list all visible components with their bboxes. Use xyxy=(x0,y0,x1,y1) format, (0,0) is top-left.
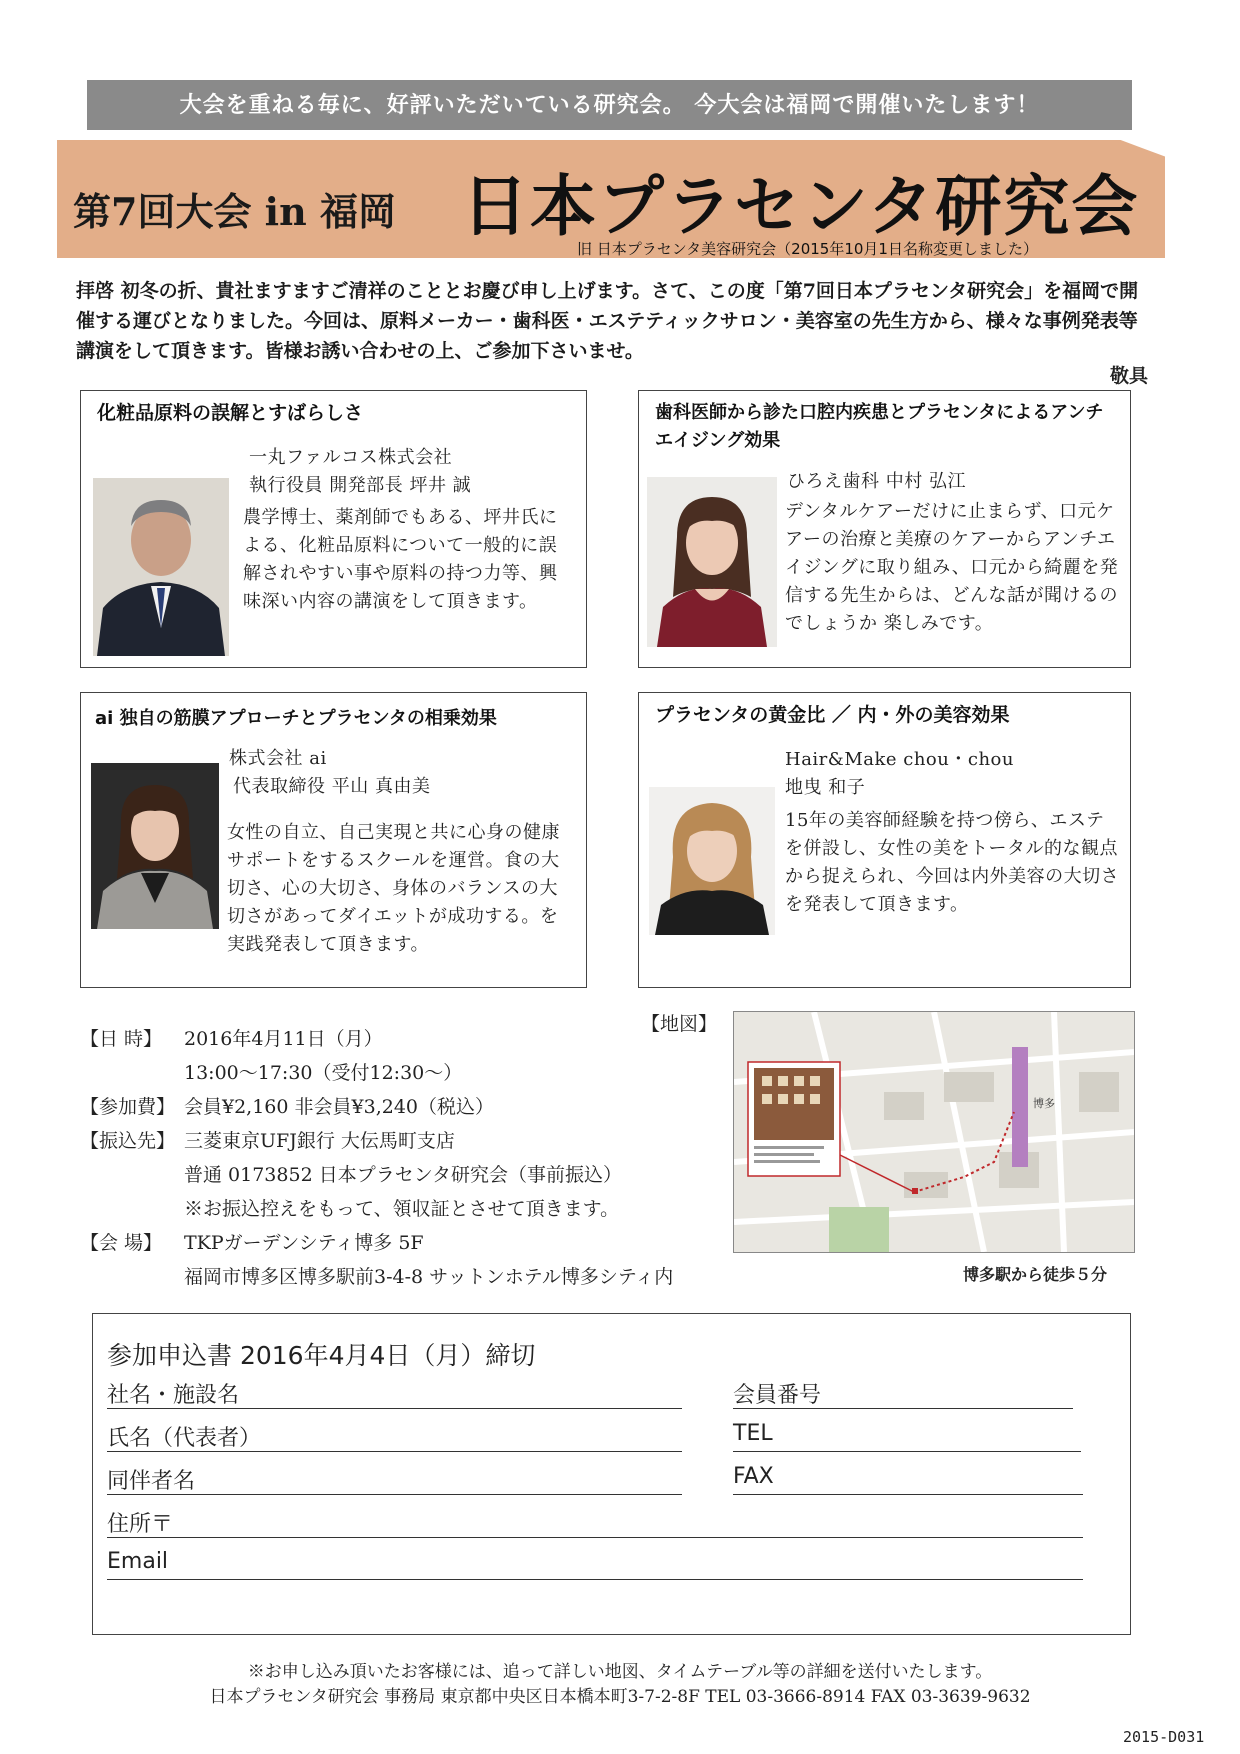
speaker-1-affiliation: 一丸ファルコス株式会社 xyxy=(249,447,453,468)
company-label: 社名・施設名 xyxy=(107,1383,240,1408)
date-label: 【日 時】 xyxy=(80,1028,163,1050)
address-label: 住所〒 xyxy=(107,1512,174,1537)
speaker-1-photo xyxy=(93,478,229,656)
fax-field[interactable] xyxy=(733,1464,1083,1495)
speaker-1-name: 執行役員 開発部長 坪井 誠 xyxy=(249,475,472,496)
representative-name-label: 氏名（代表者） xyxy=(107,1426,262,1451)
application-form xyxy=(92,1313,1131,1635)
speaker-4-description: 15年の美容師経験を持つ傍ら、エステを併設し、女性の美をトータル的な観点から捉えられ、今回は内外美容の大切さを発表して頂きます。 xyxy=(785,810,1120,915)
event-info xyxy=(80,1022,673,1294)
time-row xyxy=(80,1056,673,1090)
venue-row xyxy=(80,1226,673,1260)
speaker-3-title: ai 独自の筋膜アプローチとプラセンタの相乗効果 xyxy=(95,708,497,729)
map-graphic xyxy=(734,1012,1134,1252)
speaker-3-photo xyxy=(91,763,219,929)
intro-text: 拝啓 初冬の折、貴社ますますご清祥のこととお慶び申し上げます。さて、この度「第7回日本プラセンタ研究会」を福岡で開催する運びとなりました。今回は、原料メーカー・歯科医・エステティックサロン・美容室の先生方から、様々な事例発表等講演をして頂きます。皆様お誘い合わせの上、ご参加下さいませ。 xyxy=(76,280,1139,362)
former-name: 旧 日本プラセンタ美容研究会（2015年10月1日名称変更しました） xyxy=(577,240,1038,258)
fee-value: 会員¥2,160 非会員¥3,240（税込） xyxy=(184,1096,495,1118)
email-label: Email xyxy=(107,1549,169,1574)
time-value: 13:00～17:30（受付12:30～） xyxy=(184,1062,463,1084)
companion-field[interactable] xyxy=(107,1464,682,1495)
event-label: 第7回大会 in 福岡 xyxy=(73,189,396,234)
speaker-card-3 xyxy=(80,692,587,988)
venue-map xyxy=(733,1011,1135,1253)
speaker-card-2 xyxy=(638,390,1131,668)
address-field[interactable] xyxy=(107,1507,1083,1538)
org-title: 日本プラセンタ研究会 xyxy=(462,168,1140,245)
tel-field[interactable] xyxy=(733,1421,1081,1452)
venue-address: 福岡市博多区博多駅前3-4-8 サットンホテル博多シティ内 xyxy=(184,1266,674,1288)
account-value: 普通 0173852 日本プラセンタ研究会（事前振込） xyxy=(184,1164,622,1186)
receipt-note: ※お振込控えをもって、領収証とさせて頂きます。 xyxy=(184,1198,620,1220)
address-row xyxy=(80,1260,673,1294)
date-row xyxy=(80,1022,673,1056)
date-value: 2016年4月11日（月） xyxy=(184,1028,383,1050)
speaker-4-affiliation: Hair&Make chou・chou xyxy=(785,749,1014,770)
representative-name-field[interactable] xyxy=(107,1421,682,1452)
speaker-1-description: 農学博士、薬剤師でもある、坪井氏による、化粧品原料について一般的に誤解されやすい事や原料の持つ力等、興味深い内容の講演をして頂きます。 xyxy=(243,507,558,612)
map-station-label: 博多 xyxy=(1033,1097,1055,1110)
footer-contact: 日本プラセンタ研究会 事務局 東京都中央区日本橋本町3-7-2-8F TEL 03-3666-8914 FAX 03-3639-9632 xyxy=(209,1687,1031,1707)
map-label: 【地図】 xyxy=(641,1013,718,1035)
footer-note: ※お申し込み頂いたお客様には、追って詳しい地図、タイムテーブル等の詳細を送付いたします。 xyxy=(247,1662,993,1682)
fee-row xyxy=(80,1090,673,1124)
speaker-2-description: デンタルケアーだけに止まらず、口元ケアーの治療と美療のケアーからアンチエイジングに取り組み、口元から綺麗を発信する先生からは、どんな話が聞けるのでしょうか 楽しみです。 xyxy=(785,501,1119,634)
speaker-3-description: 女性の自立、自己実現と共に心身の健康サポートをするスクールを運営。食の大切さ、心の大切さ、身体のバランスの大切さがあってダイエットが成功する。を実践発表して頂きます。 xyxy=(227,822,560,955)
speaker-2-title: 歯科医師から診た口腔内疾患とプラセンタによるアンチエイジング効果 xyxy=(655,402,1104,451)
fax-label: FAX xyxy=(733,1464,774,1489)
speaker-card-1 xyxy=(80,390,587,668)
bank-value: 三菱東京UFJ銀行 大伝馬町支店 xyxy=(184,1130,455,1152)
document-code: 2015-D031 xyxy=(1123,1728,1205,1746)
bank-row xyxy=(80,1124,673,1158)
speaker-1-title: 化粧品原料の誤解とすばらしさ xyxy=(97,402,364,424)
member-number-label: 会員番号 xyxy=(733,1383,822,1408)
top-banner: 大会を重ねる毎に、好評いただいている研究会。 今大会は福岡で開催いたします！ xyxy=(87,80,1132,130)
speaker-3-affiliation: 株式会社 ai xyxy=(229,748,327,769)
speaker-4-name: 地曳 和子 xyxy=(785,777,866,798)
map-caption: 博多駅から徒歩５分 xyxy=(963,1265,1108,1284)
companion-label: 同伴者名 xyxy=(107,1469,196,1494)
venue-value: TKPガーデンシティ博多 5F xyxy=(184,1232,424,1254)
fee-label: 【参加費】 xyxy=(80,1096,176,1118)
venue-label: 【会 場】 xyxy=(80,1232,163,1254)
tel-label: TEL xyxy=(733,1421,773,1446)
account-row xyxy=(80,1158,673,1192)
speaker-4-title: プラセンタの黄金比 ／ 内・外の美容効果 xyxy=(655,704,1010,726)
closing-text: 敬具 xyxy=(1110,365,1149,387)
company-field[interactable] xyxy=(107,1378,682,1409)
receipt-row xyxy=(80,1192,673,1226)
speaker-3-name: 代表取締役 平山 真由美 xyxy=(233,776,431,797)
form-title: 参加申込書 2016年4月4日（月）締切 xyxy=(107,1341,536,1370)
member-number-field[interactable] xyxy=(733,1378,1073,1409)
speaker-2-photo xyxy=(647,477,777,647)
speaker-2-name: ひろえ歯科 中村 弘江 xyxy=(787,471,966,492)
speaker-4-photo xyxy=(649,787,775,935)
email-field[interactable] xyxy=(107,1549,1083,1580)
bank-label: 【振込先】 xyxy=(80,1130,176,1152)
speaker-card-4 xyxy=(638,692,1131,988)
